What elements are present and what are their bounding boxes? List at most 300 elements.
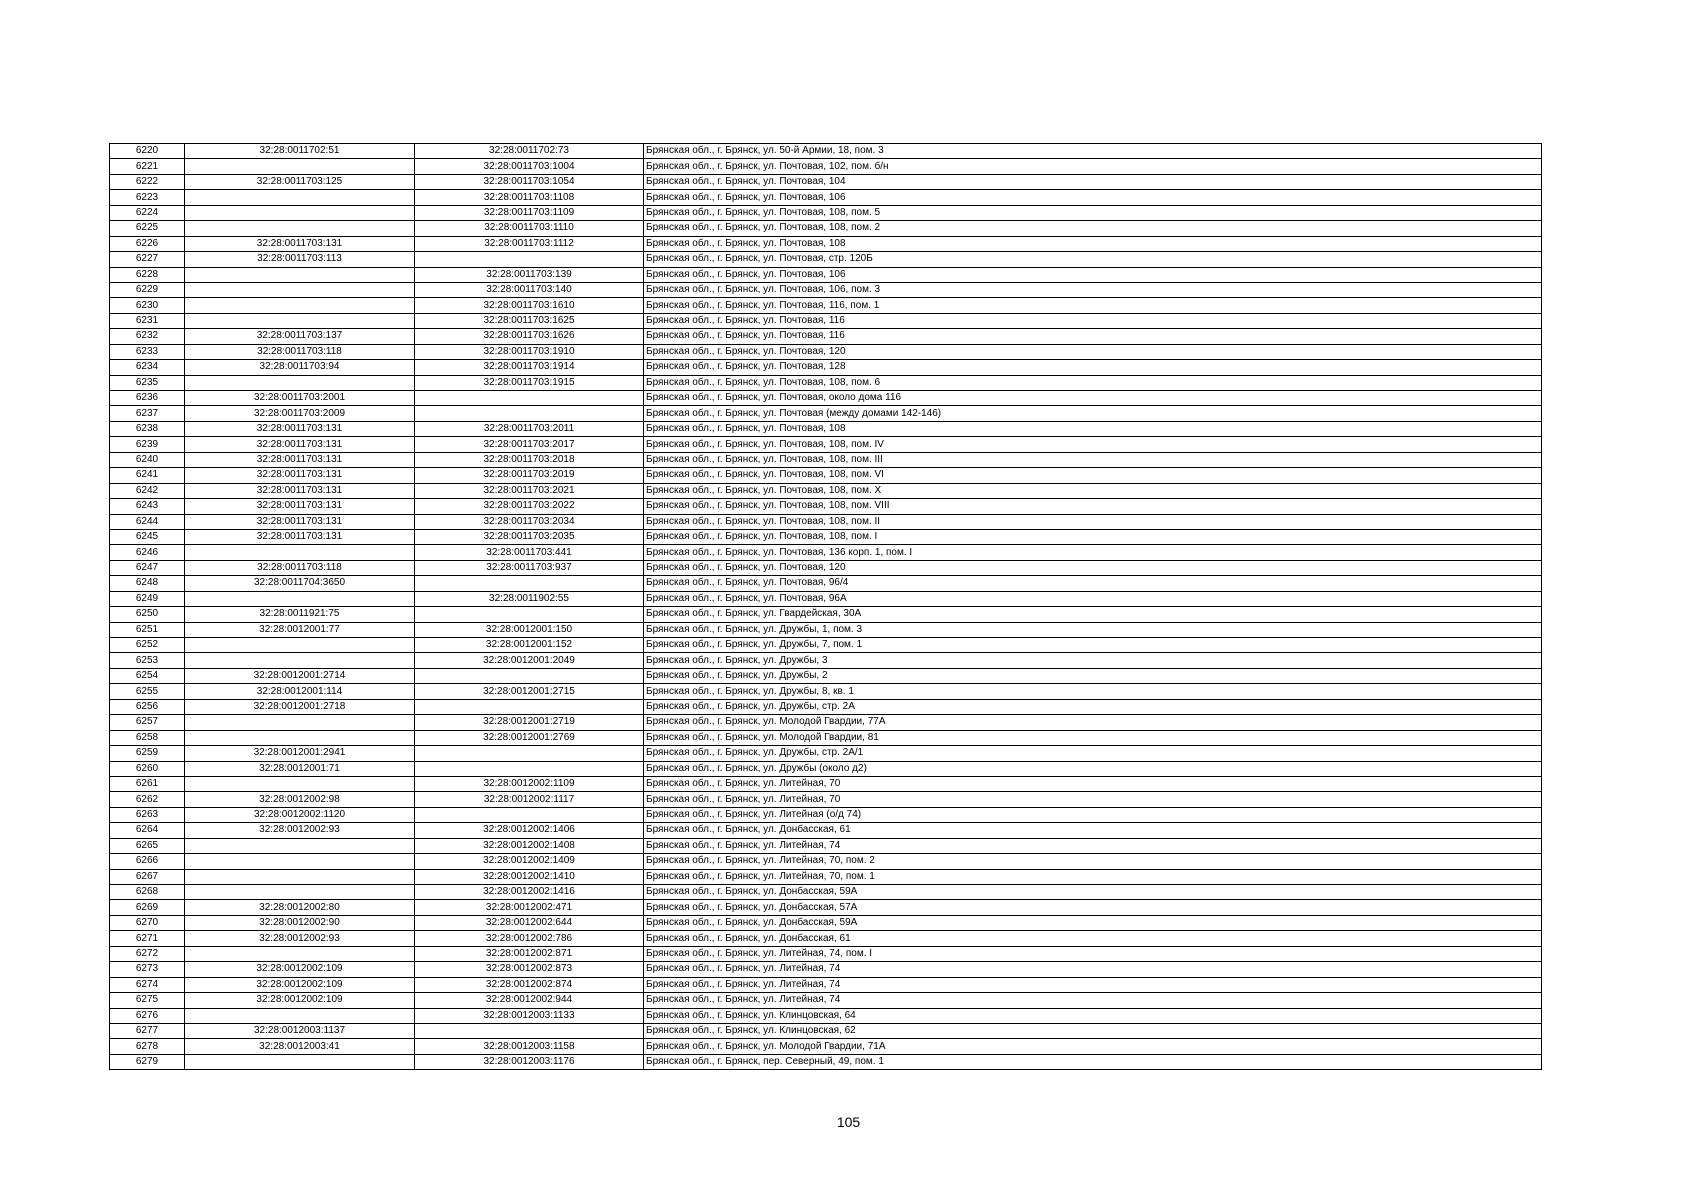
row-number-cell: 6225 xyxy=(110,221,185,236)
table-row xyxy=(110,746,1542,761)
object-cadastral-cell xyxy=(415,607,644,622)
address-cell: Брянская обл., г. Брянск, ул. Гвардейская, 30А xyxy=(644,607,1542,622)
table-row xyxy=(110,344,1542,359)
row-number-cell: 6246 xyxy=(110,545,185,560)
table-row xyxy=(110,391,1542,406)
table-row xyxy=(110,421,1542,436)
object-cadastral-cell: 32:28:0012002:786 xyxy=(415,931,644,946)
parcel-cadastral-cell: 32:28:0012001:2941 xyxy=(185,746,415,761)
row-number-cell: 6270 xyxy=(110,915,185,930)
address-cell: Брянская обл., г. Брянск, ул. Почтовая, 108 xyxy=(644,421,1542,436)
object-cadastral-cell: 32:28:0012002:1109 xyxy=(415,776,644,791)
parcel-cadastral-cell: 32:28:0011703:118 xyxy=(185,560,415,575)
table-row xyxy=(110,869,1542,884)
parcel-cadastral-cell: 32:28:0012001:77 xyxy=(185,622,415,637)
row-number-cell: 6278 xyxy=(110,1039,185,1054)
parcel-cadastral-cell xyxy=(185,946,415,961)
table-row xyxy=(110,885,1542,900)
page-number: 105 xyxy=(836,1114,861,1130)
parcel-cadastral-cell: 32:28:0011703:118 xyxy=(185,344,415,359)
parcel-cadastral-cell xyxy=(185,313,415,328)
address-cell: Брянская обл., г. Брянск, ул. Почтовая, 106, пом. 3 xyxy=(644,282,1542,297)
address-cell: Брянская обл., г. Брянск, ул. Литейная, 70, пом. 1 xyxy=(644,869,1542,884)
table-row xyxy=(110,854,1542,869)
object-cadastral-cell: 32:28:0011703:140 xyxy=(415,282,644,297)
row-number-cell: 6220 xyxy=(110,144,185,159)
object-cadastral-cell: 32:28:0011703:2035 xyxy=(415,529,644,544)
table-row xyxy=(110,406,1542,421)
parcel-cadastral-cell xyxy=(185,838,415,853)
registry-table xyxy=(109,143,1542,1070)
row-number-cell: 6230 xyxy=(110,298,185,313)
row-number-cell: 6265 xyxy=(110,838,185,853)
row-number-cell: 6234 xyxy=(110,360,185,375)
parcel-cadastral-cell: 32:28:0011703:137 xyxy=(185,329,415,344)
address-cell: Брянская обл., г. Брянск, ул. Почтовая, 108, пом. 2 xyxy=(644,221,1542,236)
table-row xyxy=(110,252,1542,267)
parcel-cadastral-cell: 32:28:0012002:90 xyxy=(185,915,415,930)
row-number-cell: 6228 xyxy=(110,267,185,282)
object-cadastral-cell: 32:28:0011703:2011 xyxy=(415,421,644,436)
object-cadastral-cell: 32:28:0011703:2034 xyxy=(415,514,644,529)
row-number-cell: 6248 xyxy=(110,576,185,591)
row-number-cell: 6254 xyxy=(110,668,185,683)
parcel-cadastral-cell: 32:28:0012003:1137 xyxy=(185,1023,415,1038)
row-number-cell: 6249 xyxy=(110,591,185,606)
object-cadastral-cell: 32:28:0011703:1108 xyxy=(415,190,644,205)
parcel-cadastral-cell xyxy=(185,1008,415,1023)
table-row xyxy=(110,730,1542,745)
row-number-cell: 6257 xyxy=(110,715,185,730)
address-cell: Брянская обл., г. Брянск, ул. Литейная, 74 xyxy=(644,838,1542,853)
parcel-cadastral-cell: 32:28:0012003:41 xyxy=(185,1039,415,1054)
address-cell: Брянская обл., г. Брянск, ул. Литейная, 70 xyxy=(644,776,1542,791)
table-row xyxy=(110,591,1542,606)
table-row xyxy=(110,190,1542,205)
object-cadastral-cell: 32:28:0011703:1914 xyxy=(415,360,644,375)
row-number-cell: 6262 xyxy=(110,792,185,807)
table-row xyxy=(110,715,1542,730)
parcel-cadastral-cell xyxy=(185,885,415,900)
object-cadastral-cell: 32:28:0012002:1408 xyxy=(415,838,644,853)
row-number-cell: 6231 xyxy=(110,313,185,328)
parcel-cadastral-cell xyxy=(185,776,415,791)
address-cell: Брянская обл., г. Брянск, ул. Дружбы, стр. 2А xyxy=(644,699,1542,714)
row-number-cell: 6222 xyxy=(110,174,185,189)
object-cadastral-cell: 32:28:0011703:1110 xyxy=(415,221,644,236)
object-cadastral-cell: 32:28:0012001:150 xyxy=(415,622,644,637)
object-cadastral-cell: 32:28:0011703:1915 xyxy=(415,375,644,390)
address-cell: Брянская обл., г. Брянск, ул. Дружбы, стр. 2А/1 xyxy=(644,746,1542,761)
parcel-cadastral-cell: 32:28:0012001:114 xyxy=(185,684,415,699)
parcel-cadastral-cell: 32:28:0012002:93 xyxy=(185,823,415,838)
table-row xyxy=(110,221,1542,236)
row-number-cell: 6277 xyxy=(110,1023,185,1038)
parcel-cadastral-cell: 32:28:0011703:113 xyxy=(185,252,415,267)
address-cell: Брянская обл., г. Брянск, ул. Почтовая (между домами 142-146) xyxy=(644,406,1542,421)
table-row xyxy=(110,823,1542,838)
parcel-cadastral-cell xyxy=(185,282,415,297)
row-number-cell: 6232 xyxy=(110,329,185,344)
object-cadastral-cell xyxy=(415,406,644,421)
object-cadastral-cell: 32:28:0012001:2715 xyxy=(415,684,644,699)
row-number-cell: 6242 xyxy=(110,483,185,498)
address-cell: Брянская обл., г. Брянск, ул. Почтовая, 108, пом. III xyxy=(644,452,1542,467)
parcel-cadastral-cell: 32:28:0012001:2718 xyxy=(185,699,415,714)
parcel-cadastral-cell: 32:28:0012002:109 xyxy=(185,977,415,992)
parcel-cadastral-cell xyxy=(185,869,415,884)
table-row xyxy=(110,653,1542,668)
parcel-cadastral-cell xyxy=(185,715,415,730)
address-cell: Брянская обл., г. Брянск, ул. Литейная, 74, пом. I xyxy=(644,946,1542,961)
parcel-cadastral-cell: 32:28:0011921:75 xyxy=(185,607,415,622)
address-cell: Брянская обл., г. Брянск, ул. Почтовая, 108 xyxy=(644,236,1542,251)
object-cadastral-cell: 32:28:0012002:873 xyxy=(415,962,644,977)
table-row xyxy=(110,298,1542,313)
object-cadastral-cell: 32:28:0012002:471 xyxy=(415,900,644,915)
table-row xyxy=(110,282,1542,297)
table-row xyxy=(110,1008,1542,1023)
object-cadastral-cell: 32:28:0012002:871 xyxy=(415,946,644,961)
object-cadastral-cell xyxy=(415,1023,644,1038)
row-number-cell: 6245 xyxy=(110,529,185,544)
parcel-cadastral-cell: 32:28:0012002:109 xyxy=(185,993,415,1008)
row-number-cell: 6275 xyxy=(110,993,185,1008)
object-cadastral-cell: 32:28:0012003:1158 xyxy=(415,1039,644,1054)
row-number-cell: 6269 xyxy=(110,900,185,915)
row-number-cell: 6243 xyxy=(110,499,185,514)
row-number-cell: 6266 xyxy=(110,854,185,869)
table-row xyxy=(110,638,1542,653)
parcel-cadastral-cell: 32:28:0011703:125 xyxy=(185,174,415,189)
address-cell: Брянская обл., г. Брянск, ул. Почтовая, 106 xyxy=(644,190,1542,205)
parcel-cadastral-cell: 32:28:0012002:80 xyxy=(185,900,415,915)
address-cell: Брянская обл., г. Брянск, ул. Почтовая, 116 xyxy=(644,329,1542,344)
row-number-cell: 6264 xyxy=(110,823,185,838)
row-number-cell: 6229 xyxy=(110,282,185,297)
table-row xyxy=(110,900,1542,915)
parcel-cadastral-cell: 32:28:0011703:131 xyxy=(185,437,415,452)
object-cadastral-cell: 32:28:0011703:2022 xyxy=(415,499,644,514)
parcel-cadastral-cell xyxy=(185,375,415,390)
object-cadastral-cell: 32:28:0011703:1610 xyxy=(415,298,644,313)
address-cell: Брянская обл., г. Брянск, ул. Почтовая, 108, пом. I xyxy=(644,529,1542,544)
table-row xyxy=(110,205,1542,220)
object-cadastral-cell: 32:28:0011703:2021 xyxy=(415,483,644,498)
row-number-cell: 6233 xyxy=(110,344,185,359)
row-number-cell: 6267 xyxy=(110,869,185,884)
row-number-cell: 6274 xyxy=(110,977,185,992)
object-cadastral-cell: 32:28:0012002:1416 xyxy=(415,885,644,900)
parcel-cadastral-cell: 32:28:0011703:131 xyxy=(185,483,415,498)
address-cell: Брянская обл., г. Брянск, ул. Донбасская, 61 xyxy=(644,823,1542,838)
object-cadastral-cell: 32:28:0011703:2017 xyxy=(415,437,644,452)
row-number-cell: 6239 xyxy=(110,437,185,452)
row-number-cell: 6273 xyxy=(110,962,185,977)
parcel-cadastral-cell xyxy=(185,267,415,282)
table-row xyxy=(110,993,1542,1008)
table-row xyxy=(110,375,1542,390)
table-row xyxy=(110,545,1542,560)
object-cadastral-cell: 32:28:0011902:55 xyxy=(415,591,644,606)
table-row xyxy=(110,174,1542,189)
object-cadastral-cell: 32:28:0012003:1176 xyxy=(415,1054,644,1069)
table-row xyxy=(110,915,1542,930)
table-row xyxy=(110,699,1542,714)
address-cell: Брянская обл., г. Брянск, ул. Почтовая, 128 xyxy=(644,360,1542,375)
parcel-cadastral-cell xyxy=(185,638,415,653)
address-cell: Брянская обл., г. Брянск, ул. Литейная, 70 xyxy=(644,792,1542,807)
table-row xyxy=(110,576,1542,591)
parcel-cadastral-cell xyxy=(185,221,415,236)
address-cell: Брянская обл., г. Брянск, ул. Почтовая, 120 xyxy=(644,560,1542,575)
parcel-cadastral-cell: 32:28:0012002:98 xyxy=(185,792,415,807)
object-cadastral-cell: 32:28:0012001:2049 xyxy=(415,653,644,668)
address-cell: Брянская обл., г. Брянск, ул. Донбасская, 59А xyxy=(644,885,1542,900)
parcel-cadastral-cell: 32:28:0012002:1120 xyxy=(185,807,415,822)
table-row xyxy=(110,360,1542,375)
table-row xyxy=(110,329,1542,344)
object-cadastral-cell xyxy=(415,576,644,591)
row-number-cell: 6227 xyxy=(110,252,185,267)
address-cell: Брянская обл., г. Брянск, ул. Почтовая, 120 xyxy=(644,344,1542,359)
address-cell: Брянская обл., г. Брянск, ул. Дружбы (около д2) xyxy=(644,761,1542,776)
table-row xyxy=(110,946,1542,961)
object-cadastral-cell: 32:28:0011703:1910 xyxy=(415,344,644,359)
address-cell: Брянская обл., г. Брянск, ул. Почтовая, 108, пом. X xyxy=(644,483,1542,498)
parcel-cadastral-cell: 32:28:0011704:3650 xyxy=(185,576,415,591)
parcel-cadastral-cell: 32:28:0011703:131 xyxy=(185,421,415,436)
address-cell: Брянская обл., г. Брянск, ул. Почтовая, 108, пом. 6 xyxy=(644,375,1542,390)
table-row xyxy=(110,607,1542,622)
table-row xyxy=(110,1039,1542,1054)
parcel-cadastral-cell xyxy=(185,730,415,745)
address-cell: Брянская обл., г. Брянск, ул. Почтовая, 108, пом. VIII xyxy=(644,499,1542,514)
table-row xyxy=(110,499,1542,514)
row-number-cell: 6221 xyxy=(110,159,185,174)
address-cell: Брянская обл., г. Брянск, ул. Клинцовская, 64 xyxy=(644,1008,1542,1023)
parcel-cadastral-cell: 32:28:0011703:131 xyxy=(185,236,415,251)
parcel-cadastral-cell xyxy=(185,1054,415,1069)
row-number-cell: 6272 xyxy=(110,946,185,961)
address-cell: Брянская обл., г. Брянск, ул. Почтовая, 108, пом. VI xyxy=(644,468,1542,483)
address-cell: Брянская обл., г. Брянск, ул. Почтовая, стр. 120Б xyxy=(644,252,1542,267)
object-cadastral-cell: 32:28:0012001:2719 xyxy=(415,715,644,730)
object-cadastral-cell: 32:28:0012002:874 xyxy=(415,977,644,992)
address-cell: Брянская обл., г. Брянск, ул. Донбасская, 57А xyxy=(644,900,1542,915)
row-number-cell: 6240 xyxy=(110,452,185,467)
parcel-cadastral-cell: 32:28:0012002:109 xyxy=(185,962,415,977)
address-cell: Брянская обл., г. Брянск, ул. Дружбы, 3 xyxy=(644,653,1542,668)
object-cadastral-cell: 32:28:0011703:1054 xyxy=(415,174,644,189)
table-row xyxy=(110,684,1542,699)
row-number-cell: 6244 xyxy=(110,514,185,529)
object-cadastral-cell: 32:28:0011703:1625 xyxy=(415,313,644,328)
object-cadastral-cell xyxy=(415,746,644,761)
address-cell: Брянская обл., г. Брянск, ул. Почтовая, 108, пом. 5 xyxy=(644,205,1542,220)
address-cell: Брянская обл., г. Брянск, ул. Почтовая, 108, пом. II xyxy=(644,514,1542,529)
object-cadastral-cell: 32:28:0011703:937 xyxy=(415,560,644,575)
address-cell: Брянская обл., г. Брянск, ул. Литейная, 74 xyxy=(644,993,1542,1008)
address-cell: Брянская обл., г. Брянск, ул. Почтовая, 108, пом. IV xyxy=(644,437,1542,452)
row-number-cell: 6256 xyxy=(110,699,185,714)
address-cell: Брянская обл., г. Брянск, ул. Донбасская, 61 xyxy=(644,931,1542,946)
parcel-cadastral-cell xyxy=(185,298,415,313)
address-cell: Брянская обл., г. Брянск, ул. Почтовая, 96/4 xyxy=(644,576,1542,591)
table-row xyxy=(110,977,1542,992)
address-cell: Брянская обл., г. Брянск, ул. Дружбы, 2 xyxy=(644,668,1542,683)
row-number-cell: 6253 xyxy=(110,653,185,668)
object-cadastral-cell xyxy=(415,699,644,714)
parcel-cadastral-cell: 32:28:0011703:2009 xyxy=(185,406,415,421)
object-cadastral-cell: 32:28:0011703:2019 xyxy=(415,468,644,483)
address-cell: Брянская обл., г. Брянск, ул. Литейная (о/д 74) xyxy=(644,807,1542,822)
row-number-cell: 6279 xyxy=(110,1054,185,1069)
row-number-cell: 6258 xyxy=(110,730,185,745)
object-cadastral-cell xyxy=(415,761,644,776)
object-cadastral-cell: 32:28:0011703:139 xyxy=(415,267,644,282)
address-cell: Брянская обл., г. Брянск, ул. Литейная, 70, пом. 2 xyxy=(644,854,1542,869)
address-cell: Брянская обл., г. Брянск, ул. Почтовая, 116 xyxy=(644,313,1542,328)
address-cell: Брянская обл., г. Брянск, ул. Почтовая, 136 корп. 1, пом. I xyxy=(644,545,1542,560)
object-cadastral-cell: 32:28:0011703:1112 xyxy=(415,236,644,251)
row-number-cell: 6223 xyxy=(110,190,185,205)
row-number-cell: 6263 xyxy=(110,807,185,822)
table-row xyxy=(110,468,1542,483)
row-number-cell: 6271 xyxy=(110,931,185,946)
table-row xyxy=(110,1054,1542,1069)
table-row xyxy=(110,807,1542,822)
address-cell: Брянская обл., г. Брянск, ул. Литейная, 74 xyxy=(644,977,1542,992)
parcel-cadastral-cell: 32:28:0012001:2714 xyxy=(185,668,415,683)
table-row xyxy=(110,236,1542,251)
row-number-cell: 6247 xyxy=(110,560,185,575)
row-number-cell: 6235 xyxy=(110,375,185,390)
object-cadastral-cell: 32:28:0011703:1004 xyxy=(415,159,644,174)
object-cadastral-cell: 32:28:0012002:1117 xyxy=(415,792,644,807)
object-cadastral-cell: 32:28:0011702:73 xyxy=(415,144,644,159)
address-cell: Брянская обл., г. Брянск, пер. Северный, 49, пом. 1 xyxy=(644,1054,1542,1069)
object-cadastral-cell: 32:28:0012002:944 xyxy=(415,993,644,1008)
address-cell: Брянская обл., г. Брянск, ул. Молодой Гвардии, 71А xyxy=(644,1039,1542,1054)
row-number-cell: 6261 xyxy=(110,776,185,791)
parcel-cadastral-cell xyxy=(185,653,415,668)
parcel-cadastral-cell: 32:28:0011703:2001 xyxy=(185,391,415,406)
parcel-cadastral-cell xyxy=(185,159,415,174)
object-cadastral-cell: 32:28:0012001:152 xyxy=(415,638,644,653)
parcel-cadastral-cell: 32:28:0011703:131 xyxy=(185,499,415,514)
address-cell: Брянская обл., г. Брянск, ул. Дружбы, 8, кв. 1 xyxy=(644,684,1542,699)
table-row xyxy=(110,313,1542,328)
address-cell: Брянская обл., г. Брянск, ул. Дружбы, 7, пом. 1 xyxy=(644,638,1542,653)
parcel-cadastral-cell xyxy=(185,854,415,869)
row-number-cell: 6236 xyxy=(110,391,185,406)
object-cadastral-cell: 32:28:0011703:2018 xyxy=(415,452,644,467)
address-cell: Брянская обл., г. Брянск, ул. Молодой Гвардии, 77А xyxy=(644,715,1542,730)
parcel-cadastral-cell: 32:28:0011703:131 xyxy=(185,529,415,544)
object-cadastral-cell xyxy=(415,252,644,267)
table-row xyxy=(110,931,1542,946)
row-number-cell: 6237 xyxy=(110,406,185,421)
row-number-cell: 6241 xyxy=(110,468,185,483)
address-cell: Брянская обл., г. Брянск, ул. Почтовая, 102, пом. б/н xyxy=(644,159,1542,174)
address-cell: Брянская обл., г. Брянск, ул. Донбасская, 59А xyxy=(644,915,1542,930)
row-number-cell: 6226 xyxy=(110,236,185,251)
object-cadastral-cell: 32:28:0012001:2769 xyxy=(415,730,644,745)
address-cell: Брянская обл., г. Брянск, ул. Почтовая, 104 xyxy=(644,174,1542,189)
object-cadastral-cell xyxy=(415,391,644,406)
table-row xyxy=(110,267,1542,282)
address-cell: Брянская обл., г. Брянск, ул. Литейная, 74 xyxy=(644,962,1542,977)
object-cadastral-cell xyxy=(415,807,644,822)
table-row xyxy=(110,838,1542,853)
address-cell: Брянская обл., г. Брянск, ул. Молодой Гвардии, 81 xyxy=(644,730,1542,745)
table-row xyxy=(110,622,1542,637)
address-cell: Брянская обл., г. Брянск, ул. Почтовая, около дома 116 xyxy=(644,391,1542,406)
parcel-cadastral-cell xyxy=(185,545,415,560)
object-cadastral-cell xyxy=(415,668,644,683)
object-cadastral-cell: 32:28:0012002:1409 xyxy=(415,854,644,869)
object-cadastral-cell: 32:28:0011703:1626 xyxy=(415,329,644,344)
parcel-cadastral-cell: 32:28:0011703:131 xyxy=(185,514,415,529)
address-cell: Брянская обл., г. Брянск, ул. 50-й Армии, 18, пом. 3 xyxy=(644,144,1542,159)
parcel-cadastral-cell xyxy=(185,190,415,205)
table-row xyxy=(110,776,1542,791)
table-row xyxy=(110,159,1542,174)
row-number-cell: 6276 xyxy=(110,1008,185,1023)
table-row xyxy=(110,452,1542,467)
table-row xyxy=(110,514,1542,529)
parcel-cadastral-cell: 32:28:0011703:94 xyxy=(185,360,415,375)
row-number-cell: 6252 xyxy=(110,638,185,653)
parcel-cadastral-cell: 32:28:0011703:131 xyxy=(185,468,415,483)
table-row xyxy=(110,761,1542,776)
address-cell: Брянская обл., г. Брянск, ул. Клинцовская, 62 xyxy=(644,1023,1542,1038)
table-row xyxy=(110,1023,1542,1038)
address-cell: Брянская обл., г. Брянск, ул. Почтовая, 96А xyxy=(644,591,1542,606)
row-number-cell: 6268 xyxy=(110,885,185,900)
object-cadastral-cell: 32:28:0012003:1133 xyxy=(415,1008,644,1023)
table-row xyxy=(110,792,1542,807)
row-number-cell: 6259 xyxy=(110,746,185,761)
parcel-cadastral-cell: 32:28:0012002:93 xyxy=(185,931,415,946)
table-row xyxy=(110,529,1542,544)
object-cadastral-cell: 32:28:0012002:1406 xyxy=(415,823,644,838)
parcel-cadastral-cell: 32:28:0011702:51 xyxy=(185,144,415,159)
table-row xyxy=(110,437,1542,452)
object-cadastral-cell: 32:28:0012002:1410 xyxy=(415,869,644,884)
registry-table-body xyxy=(110,144,1542,1070)
address-cell: Брянская обл., г. Брянск, ул. Почтовая, 116, пом. 1 xyxy=(644,298,1542,313)
parcel-cadastral-cell xyxy=(185,591,415,606)
table-row xyxy=(110,560,1542,575)
table-row xyxy=(110,668,1542,683)
row-number-cell: 6238 xyxy=(110,421,185,436)
row-number-cell: 6224 xyxy=(110,205,185,220)
parcel-cadastral-cell xyxy=(185,205,415,220)
row-number-cell: 6251 xyxy=(110,622,185,637)
row-number-cell: 6250 xyxy=(110,607,185,622)
object-cadastral-cell: 32:28:0011703:441 xyxy=(415,545,644,560)
parcel-cadastral-cell: 32:28:0012001:71 xyxy=(185,761,415,776)
row-number-cell: 6255 xyxy=(110,684,185,699)
table-row xyxy=(110,483,1542,498)
address-cell: Брянская обл., г. Брянск, ул. Почтовая, 106 xyxy=(644,267,1542,282)
parcel-cadastral-cell: 32:28:0011703:131 xyxy=(185,452,415,467)
object-cadastral-cell: 32:28:0011703:1109 xyxy=(415,205,644,220)
table-row xyxy=(110,962,1542,977)
row-number-cell: 6260 xyxy=(110,761,185,776)
